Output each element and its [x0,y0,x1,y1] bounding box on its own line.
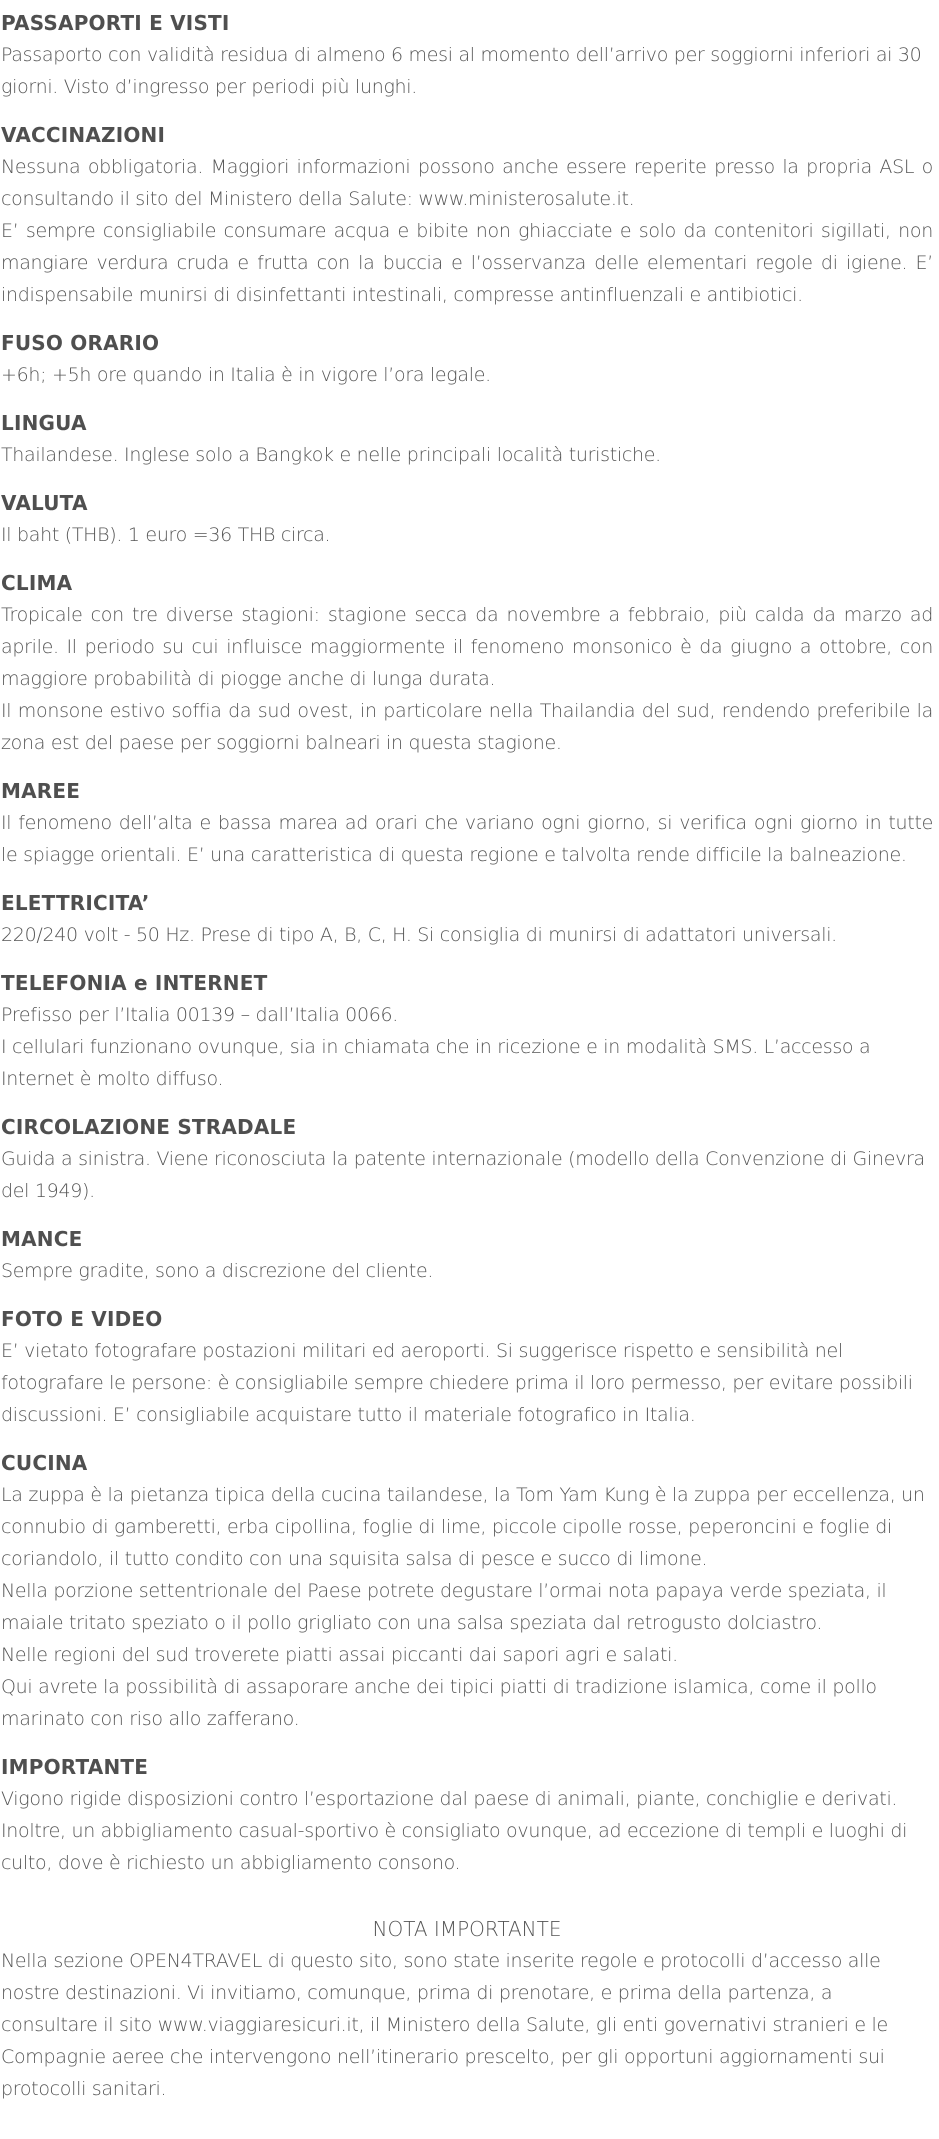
section-heading: TELEFONIA e INTERNET [1,971,268,995]
section-tides [1,773,933,871]
section-vaccinations [1,117,933,311]
section-important [1,1749,933,1879]
section-paragraph: E’ vietato fotografare postazioni militari ed aeroporti. Si suggerisce rispetto e sensibilità nel fotografare le persone: è consigliabile sempre chiedere prima il loro permesso, per evitare possibili discussioni. E’ consigliabile acquistare tutto il materiale fotografico in Italia. [1,1340,913,1426]
section-currency [1,485,933,551]
important-note-paragraph: Nella sezione OPEN4TRAVEL di questo sito, sono state inserite regole e protocolli d’accesso alle nostre destinazioni. Vi invitiamo, comunque, prima di prenotare, e prima della partenza, a consultare il sito www.viaggiaresicuri.it, il Ministero della Salute, gli enti governativi stranieri e le Compagnie aeree che intervengono nell’itinerario prescelto, per gli opportuni aggiornamenti sui protocolli sanitari. [1,1950,888,2100]
section-paragraph: Il baht (THB). 1 euro =36 THB circa. [1,524,331,546]
section-paragraph: Vigono rigide disposizioni contro l’esportazione dal paese di animali, piante, conchiglie e derivati. Inoltre, un abbigliamento casual-sportivo è consigliato ovunque, ad eccezione di templi e luoghi di culto, dove è richiesto un abbigliamento consono. [1,1788,908,1874]
section-heading: VALUTA [1,491,88,515]
section-heading: CUCINA [1,1451,88,1475]
section-paragraph: Nella porzione settentrionale del Paese potrete degustare l’ormai nota papaya verde speziata, il maiale tritato speziato o il pollo grigliato con una salsa speziata dal retrogusto dolciastro. [1,1580,887,1634]
section-paragraph: Guida a sinistra. Viene riconosciuta la patente internazionale (modello della Convenzione di Ginevra del 1949). [1,1148,925,1202]
section-cuisine [1,1445,933,1735]
section-heading: PASSAPORTI E VISTI [1,11,230,35]
section-heading: ELETTRICITA’ [1,891,150,915]
section-electricity [1,885,933,951]
section-language [1,405,933,471]
section-paragraph: I cellulari funzionano ovunque, sia in chiamata che in ricezione e in modalità SMS. L’accesso a Internet è molto diffuso. [1,1036,871,1090]
section-heading: CIRCOLAZIONE STRADALE [1,1115,297,1139]
section-heading: FOTO E VIDEO [1,1307,163,1331]
section-paragraph: Nelle regioni del sud troverete piatti assai piccanti dai sapori agri e salati. [1,1644,678,1666]
section-paragraph: Tropicale con tre diverse stagioni: stagione secca da novembre a febbraio, più calda da marzo ad aprile. Il periodo su cui influisce maggiormente il fenomeno monsonico è da giugno a ottobre, con maggiore probabilità di piogge anche di lunga durata. [1,604,933,690]
section-photo-video [1,1301,933,1431]
section-time-zone [1,325,933,391]
section-paragraph: Passaporto con validità residua di almeno 6 mesi al momento dell’arrivo per soggiorni inferiori ai 30 giorni. Visto d’ingresso per periodi più lunghi. [1,44,922,98]
section-passports-visas [1,5,933,103]
section-heading: VACCINAZIONI [1,123,166,147]
section-heading: MAREE [1,779,81,803]
section-heading: CLIMA [1,571,73,595]
section-paragraph: 220/240 volt - 50 Hz. Prese di tipo A, B, C, H. Si consiglia di munirsi di adattatori universali. [1,924,837,946]
section-paragraph: Nessuna obbligatoria. Maggiori informazioni possono anche essere reperite presso la propria ASL o consultando il sito del Ministero della Salute: www.ministerosalute.it. [1,156,933,210]
section-paragraph: Prefisso per l’Italia 00139 – dall’Italia 0066. [1,1004,399,1026]
section-paragraph: Il fenomeno dell’alta e bassa marea ad orari che variano ogni giorno, si verifica ogni giorno in tutte le spiagge orientali. E’ una caratteristica di questa regione e talvolta rende difficile la balneazione. [1,812,933,866]
section-paragraph: Sempre gradite, sono a discrezione del cliente. [1,1260,434,1282]
section-telephony-internet [1,965,933,1095]
section-heading: IMPORTANTE [1,1755,149,1779]
section-climate [1,565,933,759]
section-heading: FUSO ORARIO [1,331,160,355]
important-note [1,1913,933,2105]
section-paragraph: La zuppa è la pietanza tipica della cucina tailandese, la Tom Yam Kung è la zuppa per eccellenza, un connubio di gamberetti, erba cipollina, foglie di lime, piccole cipolle rosse, peperoncini e foglie di coriandolo, il tutto condito con una squisita salsa di pesce e succo di limone. [1,1484,925,1570]
section-road-traffic [1,1109,933,1207]
section-heading: MANCE [1,1227,83,1251]
section-paragraph: +6h; +5h ore quando in Italia è in vigore l’ora legale. [1,364,491,386]
section-paragraph: Thailandese. Inglese solo a Bangkok e nelle principali località turistiche. [1,444,661,466]
important-note-title: NOTA IMPORTANTE [372,1917,562,1941]
section-paragraph: Il monsone estivo soffia da sud ovest, in particolare nella Thailandia del sud, rendendo preferibile la zona est del paese per soggiorni balneari in questa stagione. [1,700,933,754]
section-heading: LINGUA [1,411,87,435]
section-paragraph: Qui avrete la possibilità di assaporare anche dei tipici piatti di tradizione islamica, come il pollo marinato con riso allo zafferano. [1,1676,877,1730]
section-paragraph: E’ sempre consigliabile consumare acqua e bibite non ghiacciate e solo da contenitori sigillati, non mangiare verdura cruda e frutta con la buccia e l’osservanza delle elementari regole di igiene. E’ indispensabile munirsi di disinfettanti intestinali, compresse antinfluenzali e antibiotici. [1,220,933,306]
section-tips [1,1221,933,1287]
